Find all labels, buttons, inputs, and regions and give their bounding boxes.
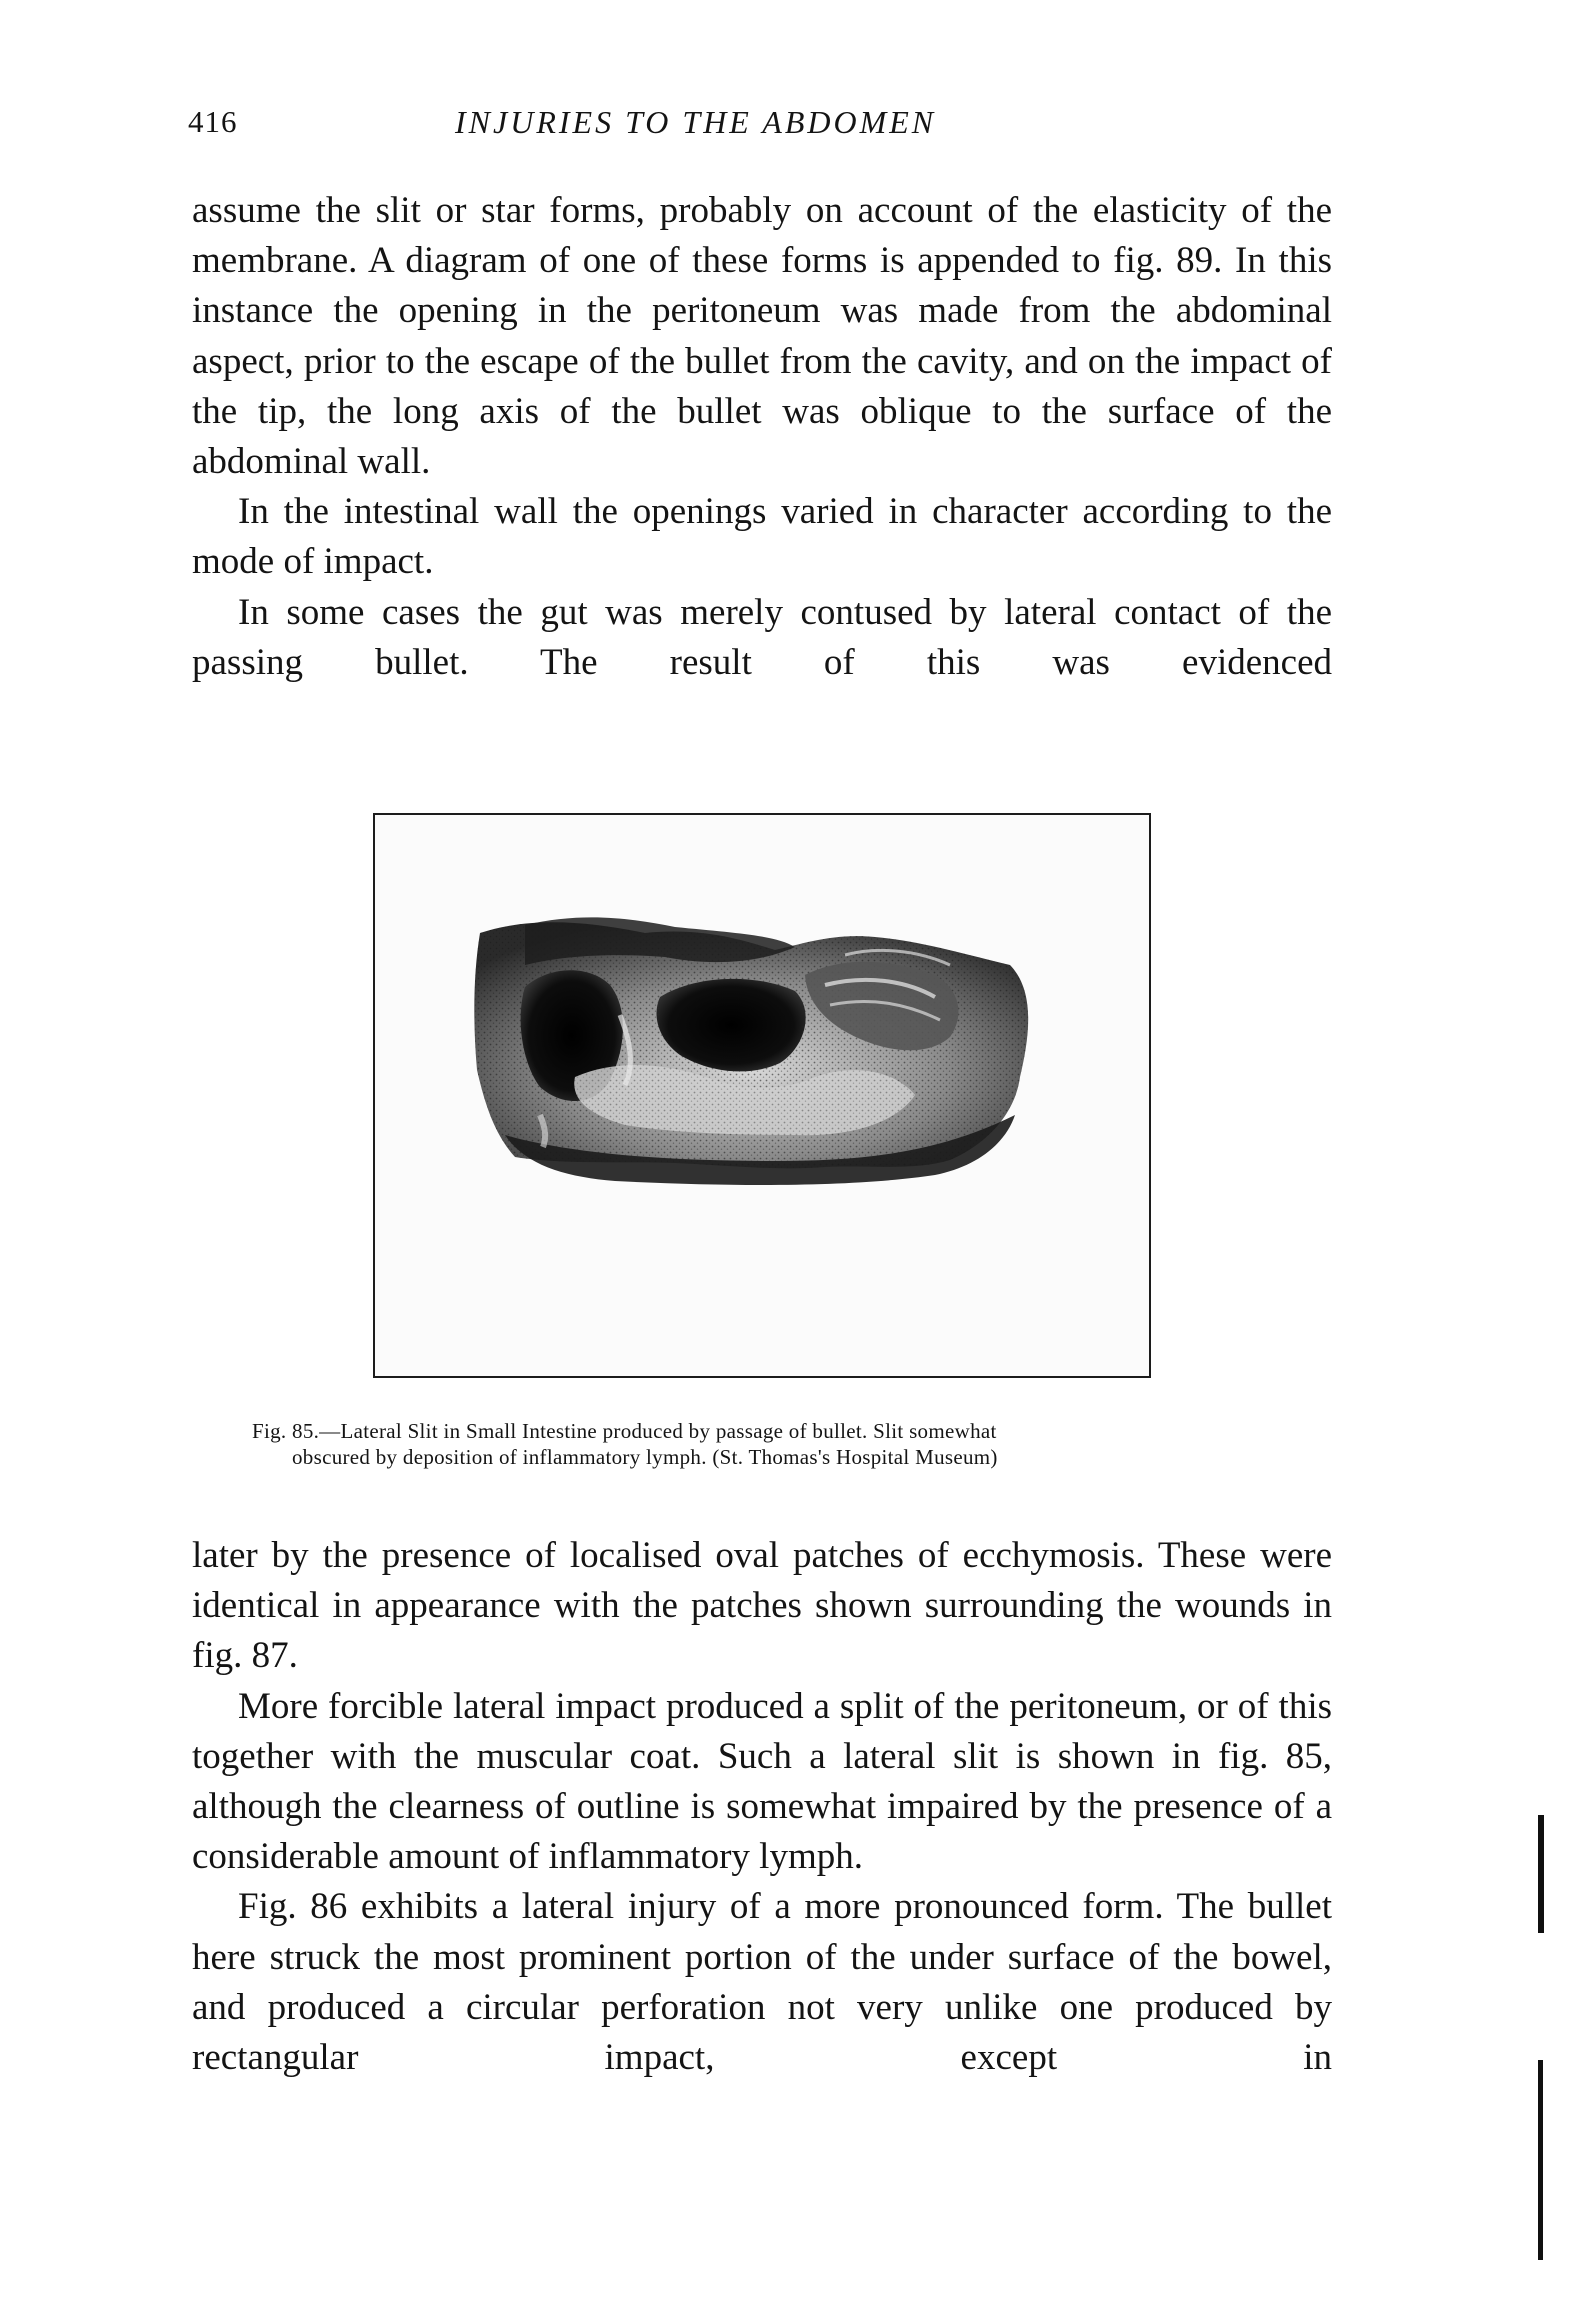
paragraph: later by the presence of localised oval patches of ecchymosis. These were identical in appearance with the patches shown surrounding the wounds in fig. 87. — [192, 1535, 1332, 1677]
paragraph: In some cases the gut was merely contused by lateral contact of the passing bullet. The result of this was evidenced — [192, 591, 1332, 683]
caption-line-1: Fig. 85.—Lateral Slit in Small Intestine produced by passage of bullet. Slit somewhat — [252, 1419, 997, 1443]
running-head: INJURIES TO THE ABDOMEN — [455, 104, 937, 140]
figure-caption — [252, 1418, 1322, 1470]
paragraph: Fig. 86 exhibits a lateral injury of a more pronounced form. The bullet here struck the most prominent portion of the under surface of the bowel, and produced a circular perforation not very unlike one produced by rectangular impact, except in — [192, 1886, 1332, 2079]
paragraph: More forcible lateral impact produced a split of the peritoneum, or of this together with the muscular coat. Such a lateral slit is shown in fig. 85, although the clearness of outline is somewhat impaired by the presence of a considerable amount of inflammatory lymph. — [192, 1685, 1332, 1878]
caption-line-2: obscured by deposition of inflammatory lymph. (St. Thomas's Hospital Museum) — [292, 1445, 998, 1469]
paragraph: assume the slit or star forms, probably on account of the elasticity of the membrane. A diagram of one of these forms is appended to fig. 89. In this instance the opening in the peritoneum was made from the abdominal aspect, prior to the escape of the bullet from the cavity, and on the impact of the tip, the long axis of the bullet was oblique to the surface of the abdominal wall. — [192, 190, 1332, 483]
figure-85-illustration — [373, 813, 1151, 1378]
page-number: 416 — [188, 104, 238, 139]
margin-mark — [1538, 1815, 1544, 1933]
intestine-slit-drawing — [375, 815, 1149, 1376]
paragraph: In the intestinal wall the openings varied in character according to the mode of impact. — [192, 491, 1332, 583]
body-text-top — [192, 186, 1332, 688]
margin-mark — [1538, 2060, 1543, 2260]
body-text-bottom — [192, 1531, 1332, 2083]
